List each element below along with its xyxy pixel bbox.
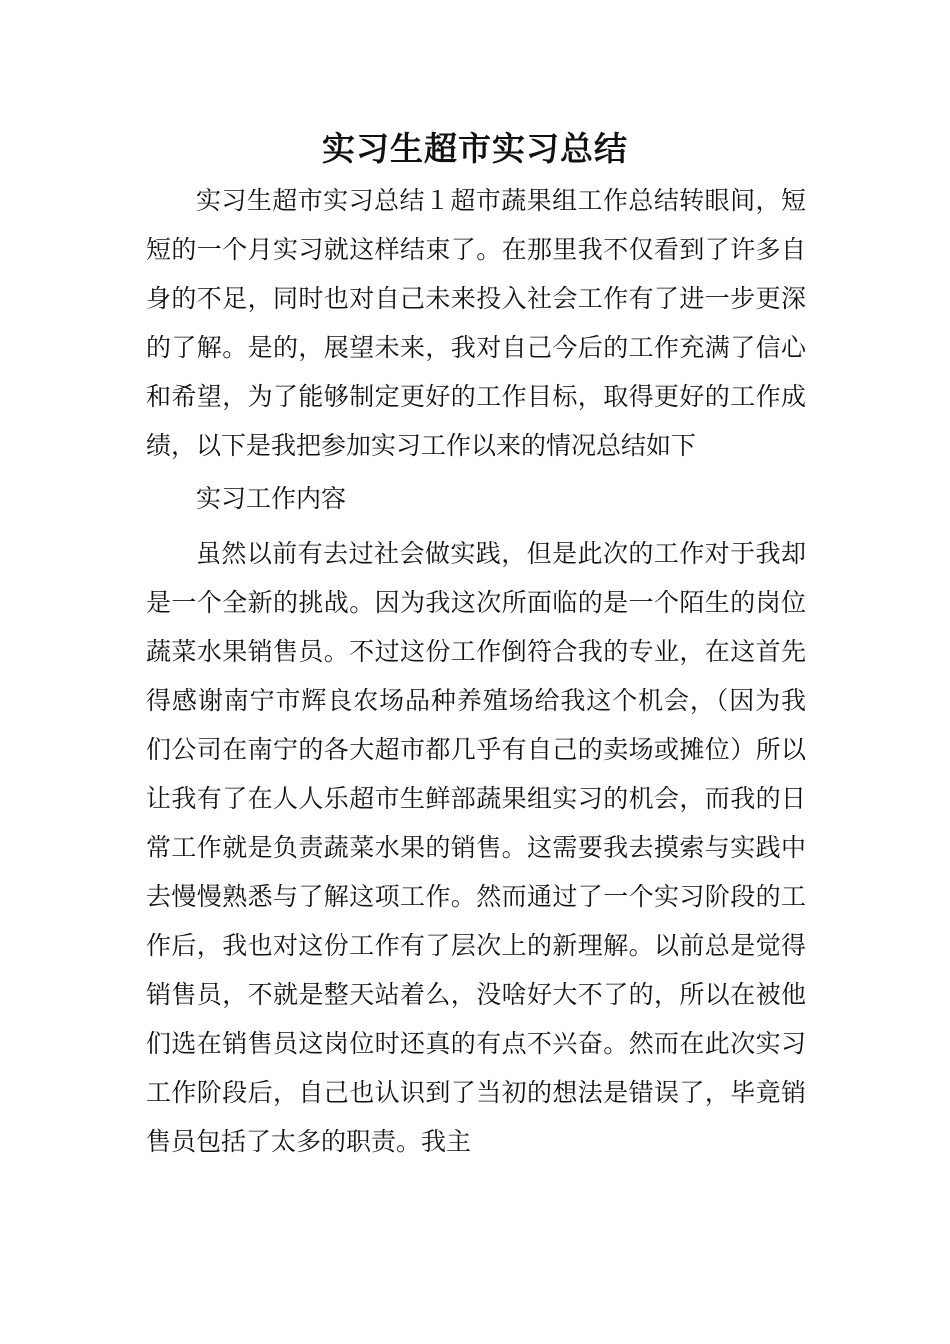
document-body xyxy=(146,176,806,1166)
content-paragraph: 虽然以前有去过社会做实践，但是此次的工作对于我却是一个全新的挑战。因为我这次所面临的是一个陌生的岗位蔬菜水果销售员。不过这份工作倒符合我的专业，在这首先得感谢南宁市辉良农场品种养殖场给我这个机会，（因为我们公司在南宁的各大超市都几乎有自己的卖场或摊位）所以让我有了在人人乐超市生鲜部蔬果组实习的机会，而我的日常工作就是负责蔬菜水果的销售。这需要我去摸索与实践中去慢慢熟悉与了解这项工作。然而通过了一个实习阶段的工作后，我也对这份工作有了层次上的新理解。以前总是觉得销售员，不就是整天站着么，没啥好大不了的，所以在被他们选在销售员这岗位时还真的有点不兴奋。然而在此次实习工作阶段后，自己也认识到了当初的想法是错误了，毕竟销售员包括了太多的职责。我主 xyxy=(146,539,806,1156)
intro-paragraph: 实习生超市实习总结１超市蔬果组工作总结转眼间，短短的一个月实习就这样结束了。在那里我不仅看到了许多自身的不足，同时也对自己未来投入社会工作有了进一步更深的了解。是的，展望未来，我对自己今后的工作充满了信心和希望，为了能够制定更好的工作目标，取得更好的工作成绩，以下是我把参加实习工作以来的情况总结如下 xyxy=(146,186,806,460)
document-title: 实习生超市实习总结 xyxy=(322,129,628,168)
section-heading: 实习工作内容 xyxy=(196,484,347,513)
